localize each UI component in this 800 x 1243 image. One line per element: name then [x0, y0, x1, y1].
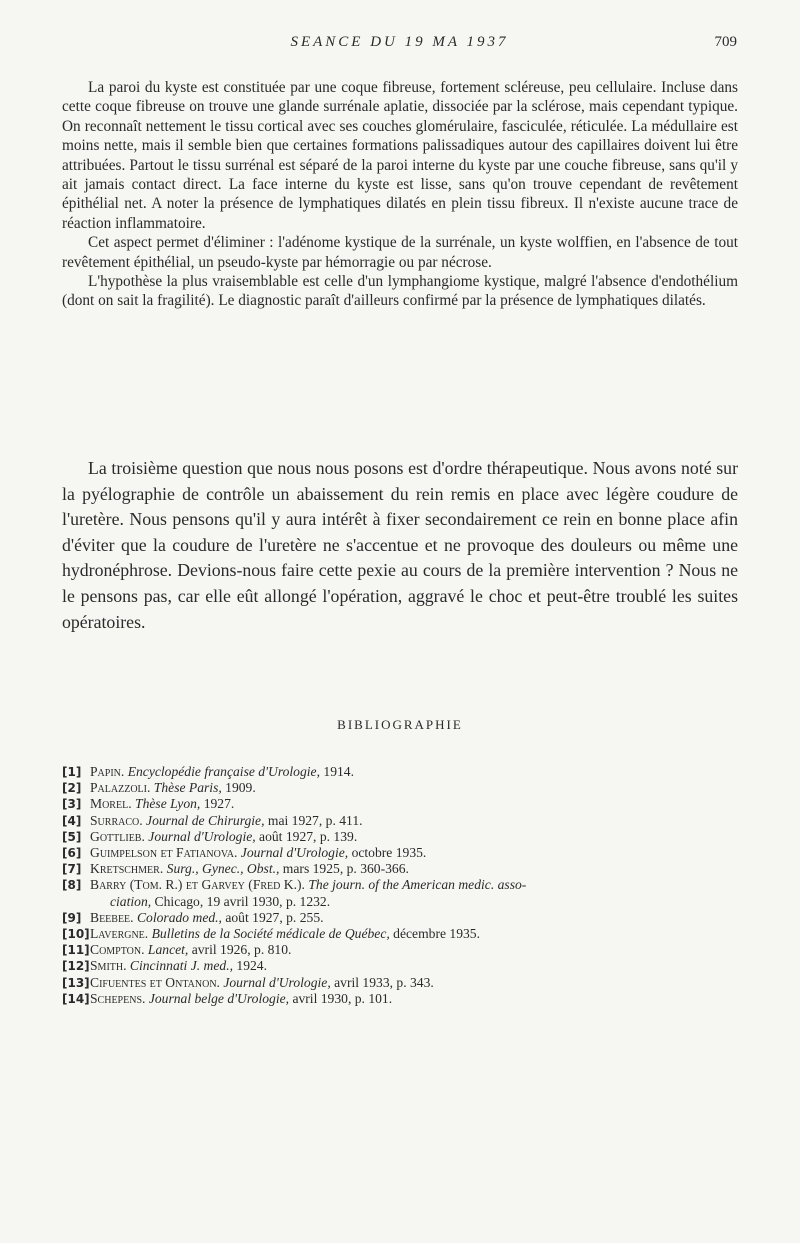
entry-work: Cincinnati J. med.,: [129, 958, 233, 974]
entry-number: [5]: [62, 829, 82, 844]
entry-work: Journal belge d'Urologie,: [148, 990, 290, 1006]
entry-details: 1914.: [320, 764, 354, 779]
entry-work: Journal d'Urologie,: [223, 974, 331, 990]
entry-details: décembre 1935.: [389, 926, 480, 942]
entry-details: avril 1933, p. 343.: [330, 974, 434, 990]
entry-number: [14]: [62, 991, 90, 1006]
bibliography-entry: [62, 942, 738, 958]
entry-work-continued: ciation,: [110, 893, 152, 909]
entry-number: [13]: [62, 975, 90, 990]
entry-author: Gottlieb.: [90, 828, 145, 844]
entry-author: Guimpelson et Fatianova.: [90, 845, 238, 861]
bibliography-entry: [62, 829, 738, 845]
entry-work: Encyclopédie française d'Urologie,: [127, 764, 320, 779]
bibliography-title: BIBLIOGRAPHIE: [337, 717, 463, 732]
bibliography-entry: [62, 845, 738, 861]
bibliography-entry: [62, 861, 738, 877]
entry-continuation: [90, 894, 738, 910]
bibliography-entry: [62, 975, 738, 991]
bibliography-entry: [62, 926, 738, 942]
entry-author: Morel.: [90, 796, 132, 812]
bibliography-entry: [62, 813, 738, 829]
entry-details: octobre 1935.: [348, 845, 427, 861]
entry-author: Papin.: [90, 764, 125, 779]
entry-details: août 1927, p. 139.: [255, 828, 358, 844]
entry-work: Journal de Chirurgie,: [146, 812, 265, 828]
entry-work: Surg., Gynec., Obst.,: [166, 861, 280, 877]
entry-details: avril 1926, p. 810.: [188, 942, 292, 958]
bibliography-entry: [62, 877, 738, 909]
entry-author: Lavergne.: [90, 926, 149, 942]
entry-details: Chicago, 19 avril 1930, p. 1232.: [151, 893, 331, 909]
page-number: 709: [714, 34, 737, 50]
paragraph: L'hypothèse la plus vraisemblable est celle d'un lymphangiome kystique, malgré l'absence d'endothélium (dont on sait la fragilité). Le diagnostic paraît d'ailleurs confirmé par la présence de lymphatiques dilatés.: [62, 273, 738, 310]
entry-number: [4]: [62, 813, 82, 828]
bibliography-entry: [62, 796, 738, 812]
entry-author: Barry (Tom. R.) et Garvey (Fred K.).: [90, 877, 305, 893]
entry-author: Palazzoli.: [90, 780, 151, 796]
entry-author: Surraco.: [90, 812, 143, 828]
running-title: SEANCE DU 19 MA 1937: [290, 34, 509, 50]
entry-work: Journal d'Urologie,: [240, 845, 349, 861]
paragraph: La troisième question que nous nous posons est d'ordre thérapeutique. Nous avons noté sur la pyélographie de contrôle un abaissement du rein remis en place avec légère coudure de l'uretère. Nous pensons qu'il y aura intérêt à fixer secondairement ce rein en bonne place afin d'éviter que la coudure de l'uretère ne s'accentue et ne provoque des douleurs ou même une hydronéphrose. Devions-nous faire cette pexie au cours de la première intervention ? Nous ne le pensons pas, car elle eût allongé l'opération, aggravé le choc et peut-être troublé les suites opératoires.: [62, 458, 738, 632]
entry-work: Lancet,: [147, 942, 189, 958]
paragraph: La paroi du kyste est constituée par une coque fibreuse, fortement scléreuse, peu cellulaire. Incluse dans cette coque fibreuse on trouve une glande surrénale aplatie, dissociée par la sclérose, mais cependant typique. On reconnaît nettement le tissu cortical avec ses couches glomérulaire, fasciculée, réticulée. La médullaire est moins nette, mais il semble bien que certaines formations palissadiques autour des capillaires doivent lui être attribuées. Partout le tissu surrénal est séparé de la paroi interne du kyste par une couche fibreuse, sans qu'il y ait jamais contact direct. La face interne du kyste est lisse, sans qu'on trouve cependant de revêtement épithélial net. A noter la présence de lymphatiques dilatés en plein tissu fibreux. Il n'existe aucune trace de réaction inflammatoire.: [62, 79, 738, 232]
bibliography-entry: [62, 764, 738, 780]
entry-details: 1927.: [200, 796, 235, 812]
entry-author: Beebee.: [90, 909, 134, 925]
entry-work: Thèse Lyon,: [135, 796, 201, 812]
entry-number: [1]: [62, 765, 82, 779]
entry-work: Journal d'Urologie,: [148, 828, 256, 844]
entry-details: avril 1930, p. 101.: [289, 990, 393, 1006]
paragraph: Cet aspect permet d'éliminer : l'adénome kystique de la surrénale, un kyste wolffien, en l'absence de tout revêtement épithélial, un pseudo-kyste par hémorragie ou par nécrose.: [62, 234, 738, 271]
entry-number: [3]: [62, 797, 82, 812]
bibliography-entry: [62, 958, 738, 974]
entry-work: Colorado med.,: [136, 909, 222, 925]
entry-author: Cifuentes et Ontanon.: [90, 974, 220, 990]
entry-author: Schepens.: [90, 990, 146, 1006]
entry-author: Kretschmer.: [90, 861, 164, 877]
entry-number: [12]: [62, 959, 90, 974]
entry-work: The journ. of the American medic. asso-: [308, 877, 527, 893]
entry-details: août 1927, p. 255.: [221, 909, 324, 925]
pathology-section: [62, 78, 738, 311]
entry-number: [11]: [62, 943, 90, 958]
entry-number: [6]: [62, 846, 82, 861]
entry-details: mai 1927, p. 411.: [264, 812, 363, 828]
bibliography-list: [62, 764, 738, 1007]
page-header: [62, 34, 737, 58]
entry-author: Compton.: [90, 942, 145, 958]
entry-details: 1909.: [221, 780, 256, 796]
entry-number: [9]: [62, 910, 82, 925]
entry-details: 1924.: [233, 958, 267, 974]
bibliography-entry: [62, 910, 738, 926]
entry-details: mars 1925, p. 360-366.: [279, 861, 409, 877]
entry-work: Bulletins de la Société médicale de Québec,: [151, 926, 390, 942]
entry-number: [8]: [62, 878, 82, 893]
bibliography-entry: [62, 780, 738, 796]
entry-number: [10]: [62, 927, 90, 942]
entry-number: [2]: [62, 781, 82, 796]
therapeutic-section: [62, 456, 738, 635]
bibliography-entry: [62, 991, 738, 1007]
entry-author: Smith.: [90, 958, 127, 974]
entry-number: [7]: [62, 862, 82, 877]
entry-work: Thèse Paris,: [153, 780, 222, 796]
